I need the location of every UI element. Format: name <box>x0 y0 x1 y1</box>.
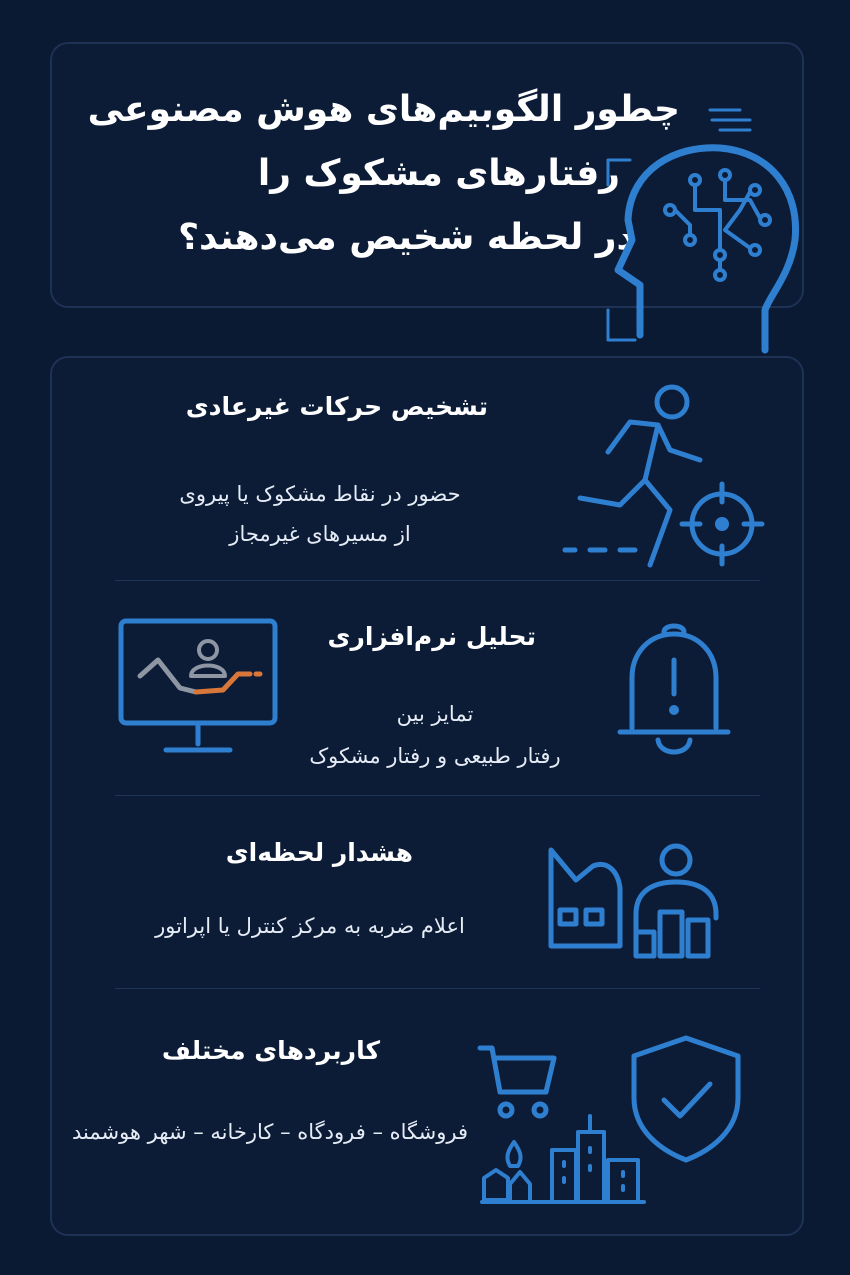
section-1-heading: تشخیص حرکات غیرعادی <box>185 392 488 421</box>
running-person-target-icon <box>560 380 770 580</box>
divider-1 <box>115 580 760 581</box>
page-title-line-1: چطور الگوبیم‌های هوش مصنوعی <box>87 89 680 130</box>
monitor-analysis-icon <box>118 618 280 758</box>
section-4-heading: کاربردهای مختلف <box>161 1036 380 1065</box>
divider-2 <box>115 795 760 796</box>
section-1-desc-line-1: حضور در نقاط مشکوک یا پیروی <box>179 482 461 506</box>
section-2-heading: تحلیل نرم‌افزاری <box>327 622 536 651</box>
city-buildings-icon <box>480 1110 646 1206</box>
section-3-desc-line-1: اعلام ضربه به مرکز کنترل یا اپراتور <box>155 914 465 938</box>
section-2-desc-line-2: رفتار طبیعی و رفتار مشکوک <box>309 744 561 768</box>
section-1-desc-line-2: از مسیرهای غیرمجاز <box>229 522 411 546</box>
page-title-line-3: در لحظه شخیص می‌دهند؟ <box>178 217 635 258</box>
section-3-heading: هشدار لحظه‌ای <box>225 838 413 867</box>
page-title-line-2: رفتارهای مشکوک را <box>257 153 620 194</box>
factory-operator-icon <box>548 838 728 963</box>
bell-alert-icon <box>612 620 736 760</box>
section-4-desc-line-1: فروشگاه – فرودگاه – کارخانه – شهر هوشمند <box>71 1120 468 1144</box>
ai-head-icon <box>600 100 820 350</box>
divider-3 <box>115 988 760 989</box>
section-2-desc-line-1: تمایز بین <box>396 702 474 726</box>
